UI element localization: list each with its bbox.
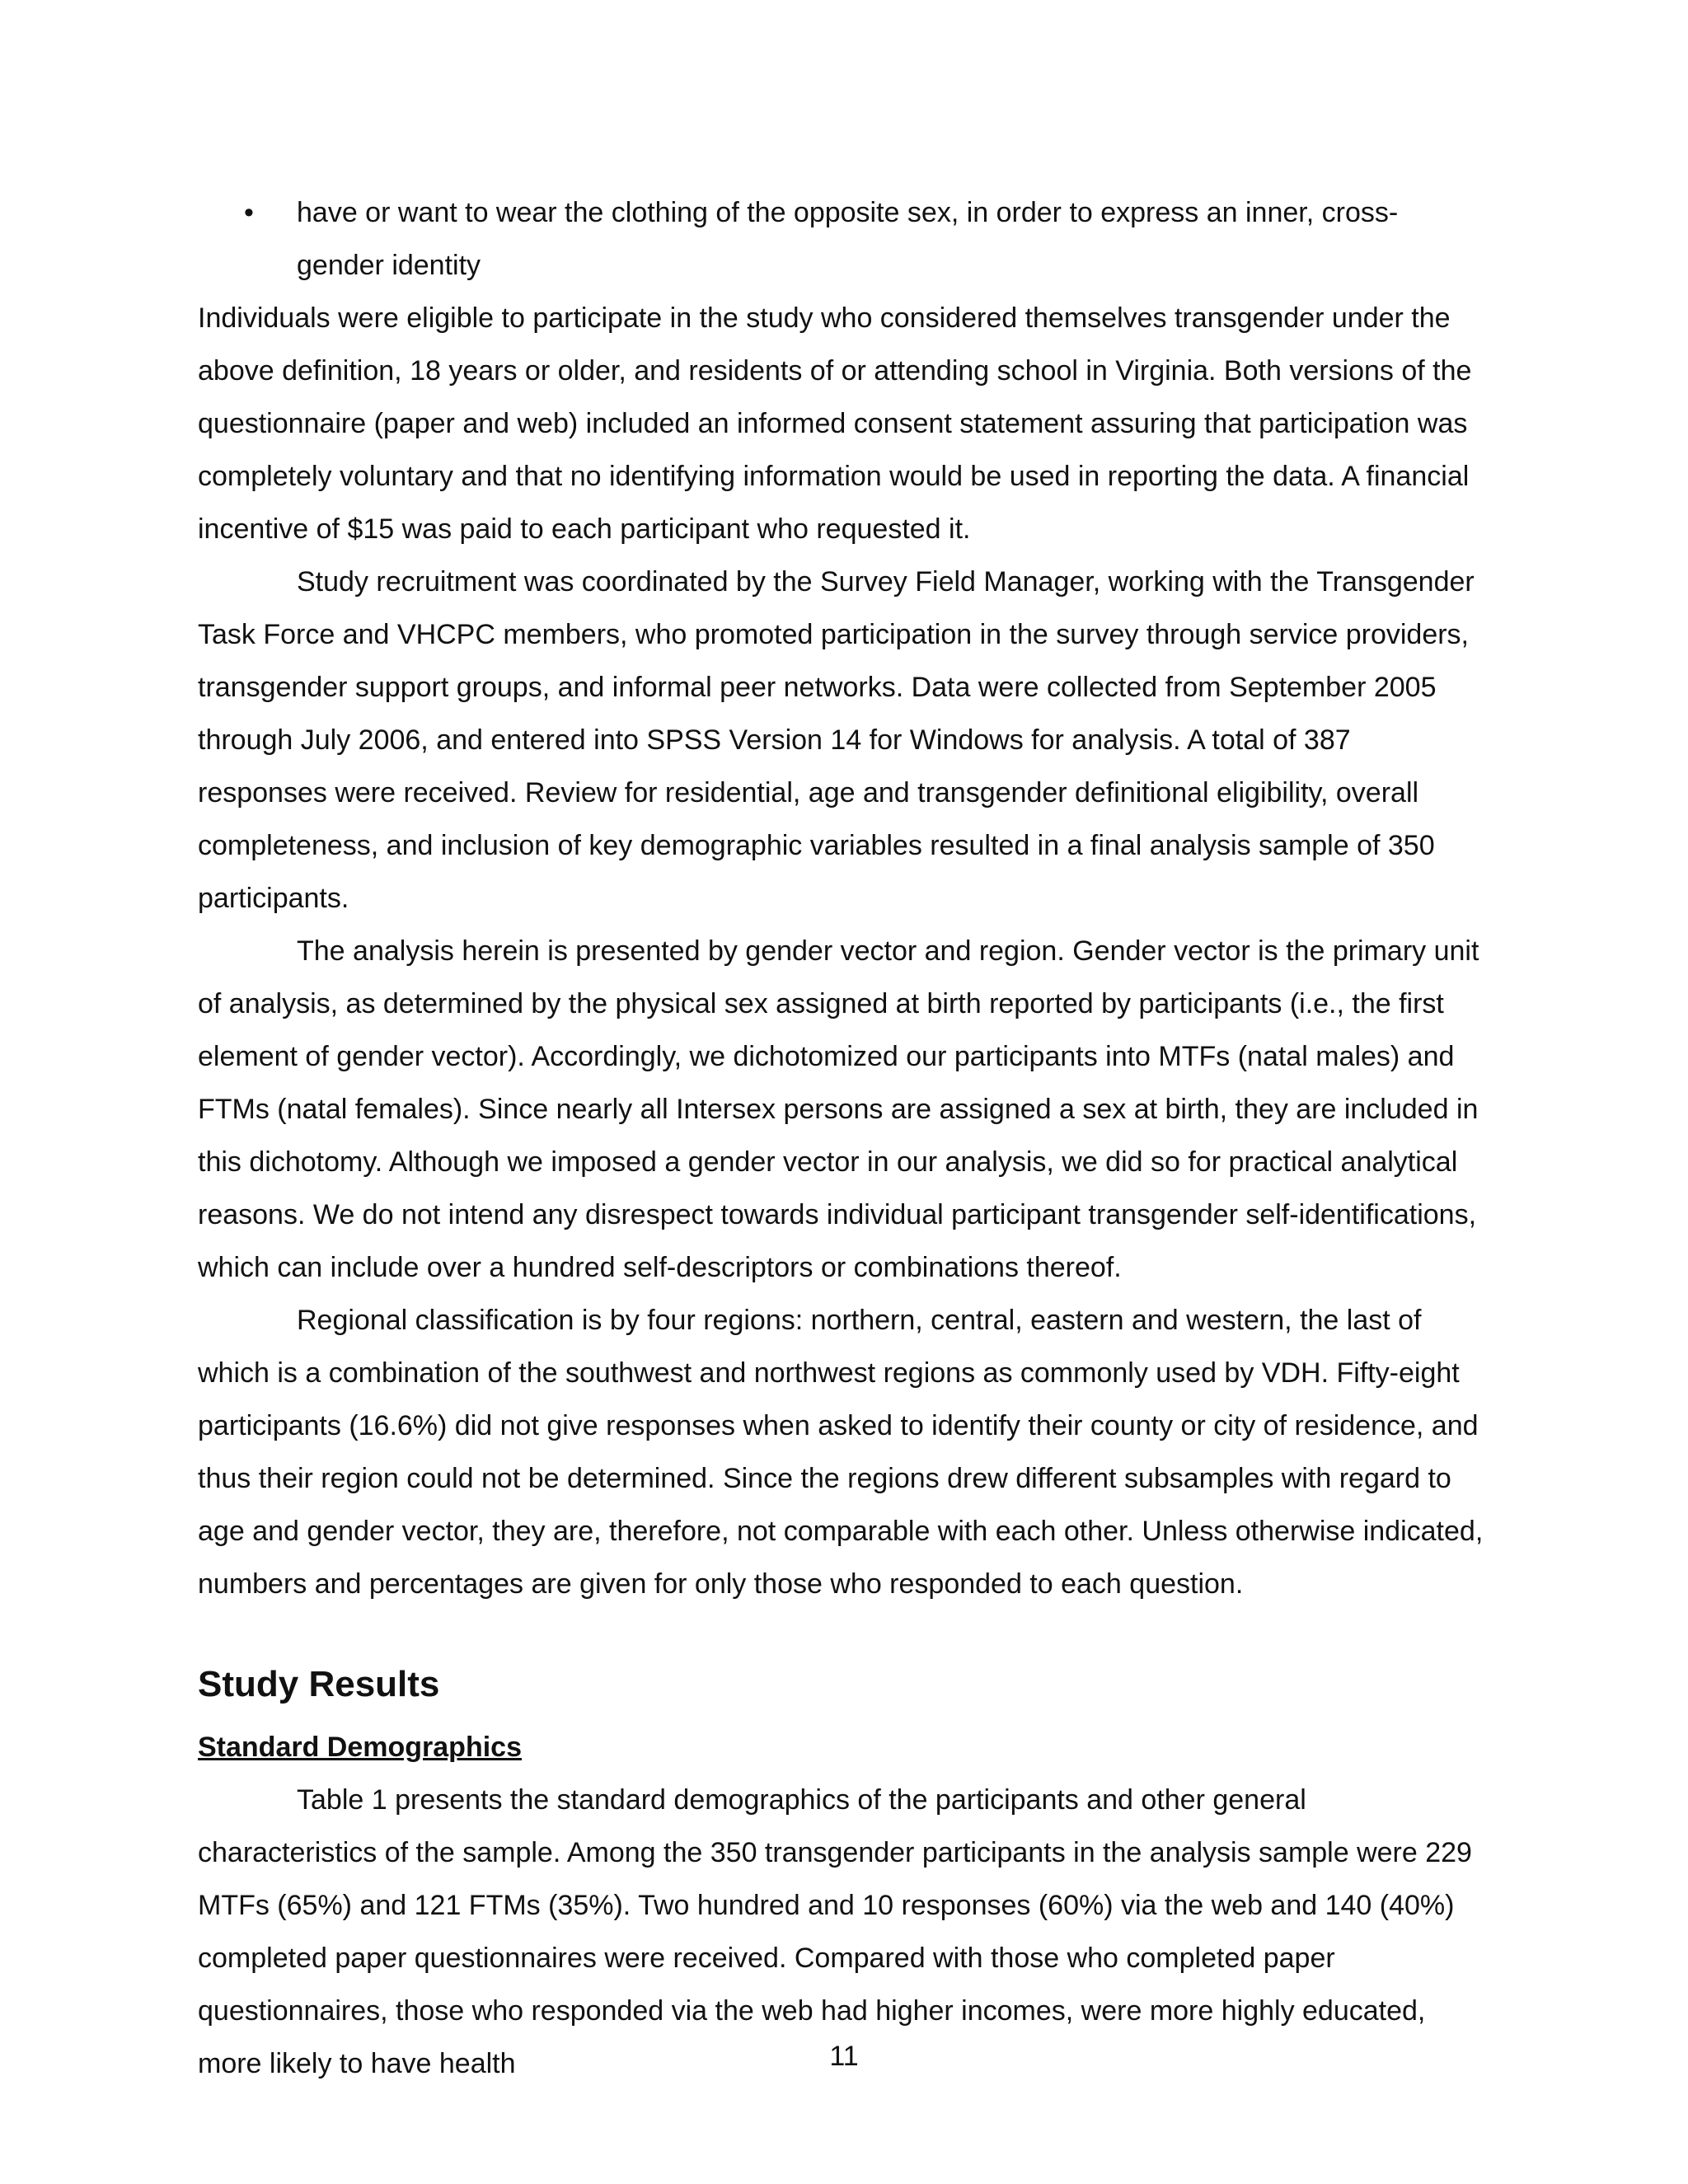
- section-heading: Study Results: [198, 1664, 440, 1704]
- page-content: [198, 186, 1484, 2090]
- bullet-icon: •: [244, 197, 254, 228]
- paragraph-eligibility: Individuals were eligible to participate in the study who considered themselves transgender under the above definition, 18 years or older, and residents of or attending school in Virginia. Both versions of the questionnaire (paper and web) included an informed consent statement assuring that participation was completely voluntary and that no identifying information would be used in reporting the data. A financial incentive of $15 was paid to each participant who requested it.: [198, 302, 1472, 545]
- bullet-item: [198, 186, 1484, 292]
- paragraph-analysis: The analysis herein is presented by gender vector and region. Gender vector is the primary unit of analysis, as determined by the physical sex assigned at birth reported by participants (i.e., the first element of gender vector). Accordingly, we dichotomized our participants into MTFs (natal males) and FTMs (natal females). Since nearly all Intersex persons are assigned a sex at birth, they are included in this dichotomy. Although we imposed a gender vector in our analysis, we did so for practical analytical reasons. We do not intend any disrespect towards individual participant transgender self-identifications, which can include over a hundred self-descriptors or combinations thereof.: [198, 935, 1479, 1283]
- paragraph-demographics: Table 1 presents the standard demographics of the participants and other general characteristics of the sample. Among the 350 transgender participants in the analysis sample were 229 MTFs (65%) and 121 FTMs (35%). Two hundred and 10 responses (60%) via the web and 140 (40%) completed paper questionnaires were received. Compared with those who completed paper questionnaires, those who responded via the web had higher incomes, were more highly educated, more likely to have health: [198, 1784, 1472, 2079]
- page-number: 11: [829, 2041, 859, 2072]
- paragraph-regional: Regional classification is by four regions: northern, central, eastern and western, the last of which is a combination of the southwest and northwest regions as commonly used by VDH. Fifty-eight participants (16.6%) did not give responses when asked to identify their county or city of residence, and thus their region could not be determined. Since the regions drew different subsamples with regard to age and gender vector, they are, therefore, not comparable with each other. Unless otherwise indicated, numbers and percentages are given for only those who responded to each question.: [198, 1305, 1484, 1600]
- subsection-heading: Standard Demographics: [198, 1732, 522, 1763]
- bullet-text: have or want to wear the clothing of the opposite sex, in order to express an inner, cross-gender identity: [297, 197, 1399, 281]
- paragraph-recruitment: Study recruitment was coordinated by the Survey Field Manager, working with the Transgender Task Force and VHCPC members, who promoted participation in the survey through service providers, transgender support groups, and informal peer networks. Data were collected from September 2005 through July 2006, and entered into SPSS Version 14 for Windows for analysis. A total of 387 responses were received. Review for residential, age and transgender definitional eligibility, overall completeness, and inclusion of key demographic variables resulted in a final analysis sample of 350 participants.: [198, 566, 1475, 914]
